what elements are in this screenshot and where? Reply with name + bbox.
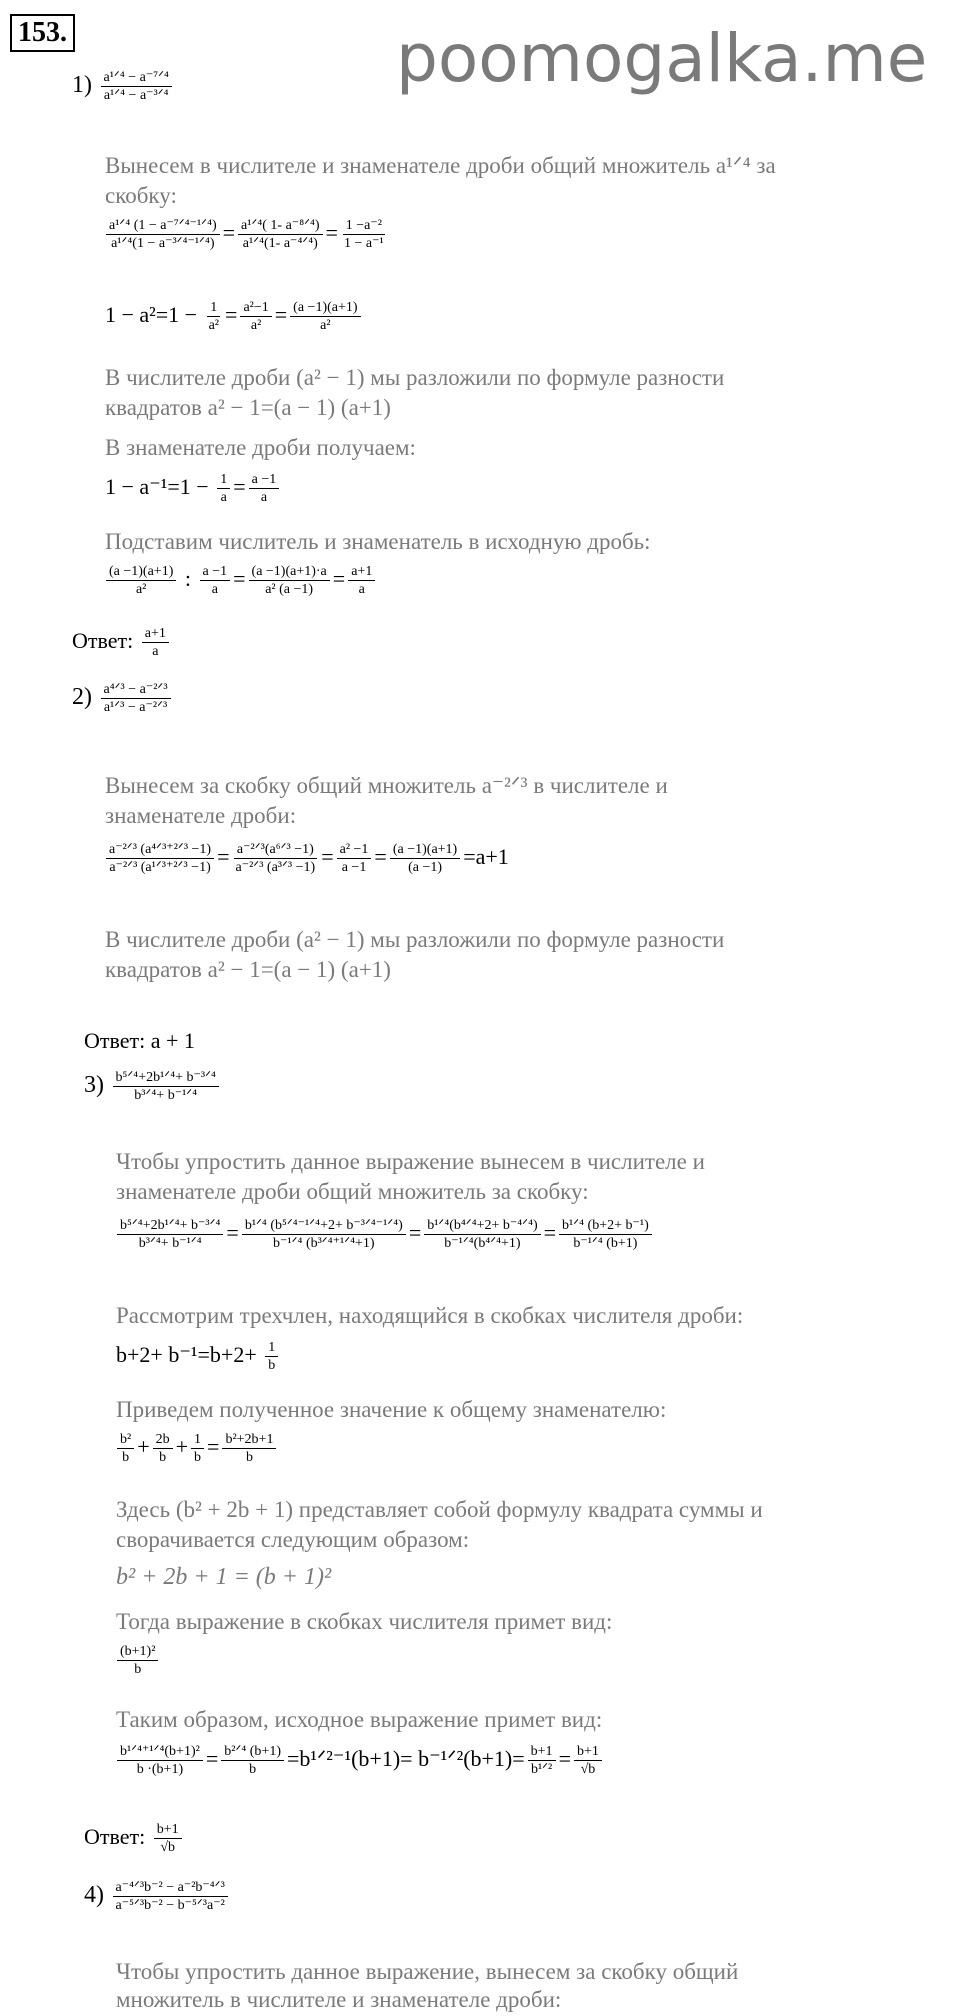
frac-num: 1 [207, 300, 220, 317]
frac-den: a¹ᐟ⁴(1- a⁻⁴ᐟ⁴) [242, 236, 318, 252]
frac-num: (a −1)(a+1) [390, 842, 460, 859]
p3-answer-frac [154, 1822, 182, 1856]
frac-num: a⁻⁴ᐟ³b⁻² − a⁻²b⁻⁴ᐟ³ [113, 1880, 228, 1897]
p1-eq-4: $\frac{(a -1)(a+1)}{\text{a²}}$ : $\frac{a -1}{a}$ = $\frac{(a -1)(a+1)\cdot a}{\text{a² (a −1)}}$ = $\frac{a+1}{a}$ [103, 564, 378, 598]
p1-eq2-text: 1 − a²=1 − [105, 301, 198, 327]
frac-den: a² [208, 318, 220, 334]
frac-num: (a −1)(a+1) [106, 564, 176, 581]
frac-den: (a −1) [408, 860, 442, 876]
frac-den: a⁻⁵ᐟ³b⁻² − b⁻⁵ᐟ³a⁻² [115, 1898, 225, 1914]
p2-text-4: квадратов a² − 1=(a − 1) (a+1) [105, 957, 391, 982]
frac-den: b⁻¹ᐟ⁴ (b+1) [573, 1236, 638, 1252]
p1-text-5: В знаменателе дроби получаем: [105, 435, 416, 460]
frac-num: a⁻²ᐟ³ (a⁴ᐟ³⁺²ᐟ³ −1) [106, 842, 214, 859]
p3-text-5: Здесь (b² + 2b + 1) представляет собой формулу квадрата суммы и [116, 1497, 763, 1522]
frac-num: b+1 [528, 1744, 556, 1761]
p3-eq1-f4 [559, 1218, 652, 1252]
frac-den: a [358, 582, 365, 598]
p3-eq-5 [114, 1644, 161, 1678]
p4-header [84, 1880, 231, 1914]
p3-text-4: Приведем полученное значение к общему знаменателю: [116, 1397, 667, 1422]
p3-eq3-f2 [153, 1432, 173, 1466]
frac-den: b³ᐟ⁴+ b⁻¹ᐟ⁴ [138, 1236, 202, 1252]
p3-eq2-text: b+2+ b⁻¹=b+2+ [116, 1341, 257, 1367]
frac-den: a⁻²ᐟ³ (a³ᐟ³ −1) [235, 860, 316, 876]
frac-num: b¹ᐟ⁴(b⁴ᐟ⁴+2+ b⁻⁴ᐟ⁴) [424, 1218, 540, 1235]
p3-text-7: Тогда выражение в скобках числителя примет вид: [116, 1609, 613, 1634]
frac-num: a⁴ᐟ³ − a⁻²ᐟ³ [101, 682, 171, 699]
frac-den: b [134, 1662, 142, 1678]
p3-eq-3: $\frac{\text{b²}}{b}$ + $\frac{2b}{b}$ + $\frac{1}{b}$ = $\frac{\text{b²+2b+1}}{b}$ [114, 1432, 279, 1466]
frac-num: 1 −a⁻² [343, 218, 385, 235]
p2-expr [101, 682, 171, 716]
p1-text-3: В числителе дроби (a² − 1) мы разложили по формуле разности [105, 365, 725, 390]
p1-eq-1: $\frac{\text{a¹ᐟ⁴ (1 − a⁻⁷ᐟ⁴⁻¹ᐟ⁴)}}{\text{a¹ᐟ⁴(1 − a⁻³ᐟ⁴⁻¹ᐟ⁴)}}$ = $\frac{\text{a¹ᐟ⁴( 1- a⁻⁸ᐟ⁴)}}{\text{a¹ᐟ⁴(1- a⁻⁴ᐟ⁴)}}$ = $\frac{\text{1 −a⁻²}}{\text{1 − a⁻¹}}$ [103, 218, 390, 252]
frac-num: b+1 [154, 1822, 182, 1839]
frac-num: a²−1 [240, 300, 271, 317]
frac-num: b²ᐟ⁴ (b+1) [221, 1744, 284, 1761]
p3-expr [113, 1070, 219, 1104]
p1-header [72, 70, 175, 104]
p1-eq3-text: 1 − a⁻¹=1 − [105, 473, 209, 499]
p1-eq1-f1 [106, 218, 220, 252]
p1-answer [72, 626, 172, 660]
frac-den: b¹ᐟ² [530, 1762, 553, 1778]
p2-eq1-f3 [337, 842, 372, 876]
p4-text-1: Чтобы упростить данное выражение, вынесем за скобку общий [116, 1959, 739, 1984]
answer-label: Ответ: [72, 627, 134, 653]
p4-text-2: множитель в числителе и знаменателе дроби: [116, 1987, 562, 2012]
p3-eq6-mid: =b¹ᐟ²⁻¹(b+1)= b⁻¹ᐟ²(b+1)= [286, 1745, 525, 1771]
p3-eq3-f1 [117, 1432, 134, 1466]
frac-den: b³ᐟ⁴+ b⁻¹ᐟ⁴ [134, 1088, 198, 1104]
p1-text-6: Подставим числитель и знаменатель в исходную дробь: [105, 529, 651, 554]
answer-label: Ответ: [84, 1823, 146, 1849]
p2-eq-1: $\frac{\text{a⁻²ᐟ³ (a⁴ᐟ³⁺²ᐟ³ −1)}}{\text{a⁻²ᐟ³ (a¹ᐟ³⁺²ᐟ³ −1)}}$ = $\frac{\text{a⁻²ᐟ³(a⁶ᐟ³ −1)}}{\text{a⁻²ᐟ³ (a³ᐟ³ −1)}}$ = $\frac{\text{a² −1}}{a -1}$ = $\frac{(a -1)(a+1)}{(a -1)}$ =a+1 [103, 842, 509, 876]
p2-eq1-f1 [106, 842, 214, 876]
p1-eq3-f2 [249, 472, 280, 506]
p2-eq1-f4 [390, 842, 460, 876]
frac-den: a −1 [341, 860, 367, 876]
p1-text-2: скобку: [105, 183, 177, 208]
problem-number: 153. [10, 14, 75, 52]
p1-eq3-f1 [217, 472, 230, 506]
frac-den: a [211, 582, 218, 598]
frac-den: b [194, 1450, 202, 1466]
p3-text-2: знаменателе дроби общий множитель за скобку: [116, 1179, 589, 1204]
p2-label: 2) [72, 683, 92, 710]
p3-answer [84, 1822, 185, 1856]
p2-text-1: Вынесем за скобку общий множитель a⁻²ᐟ³ в числителе и [105, 773, 668, 798]
p3-eq3-f4 [222, 1432, 276, 1466]
p3-eq1-f2 [242, 1218, 406, 1252]
p4-label: 4) [84, 1881, 104, 1908]
p3-eq-2 [116, 1340, 281, 1374]
frac-den: b [122, 1450, 130, 1466]
p1-eq1-f2 [238, 218, 323, 252]
p3-eq3-f3 [191, 1432, 204, 1466]
frac-num: b⁵ᐟ⁴+2b¹ᐟ⁴+ b⁻³ᐟ⁴ [117, 1218, 223, 1235]
frac-den: a² [135, 582, 147, 598]
p1-text-4: квадратов a² − 1=(a − 1) (a+1) [105, 395, 391, 420]
frac-den: a [152, 644, 159, 660]
p2-header [72, 682, 174, 716]
p1-label: 1) [72, 71, 92, 98]
frac-num: b+1 [574, 1744, 602, 1761]
frac-num: (a −1)(a+1)·a [249, 564, 330, 581]
p2-eq1-f2 [233, 842, 319, 876]
p3-eq2-f1 [265, 1340, 278, 1374]
frac-num: b¹ᐟ⁴ (b+2+ b⁻¹) [559, 1218, 652, 1235]
p3-eq-6: $\frac{\text{b¹ᐟ⁴⁺¹ᐟ⁴(b+1)²}}{b \cdot(b+1)}$ = $\frac{\text{b²ᐟ⁴ (b+1)}}{b}$ =b¹ᐟ²⁻¹(b+1)= b⁻¹ᐟ²(b+1)= $\frac{b+1}{\text{b¹ᐟ²}}$ = $\frac{b+1}{√b}$ [114, 1744, 605, 1778]
p3-eq5-f1 [117, 1644, 158, 1678]
frac-num: a¹ᐟ⁴( 1- a⁻⁸ᐟ⁴) [238, 218, 323, 235]
frac-den: a [260, 490, 268, 506]
p1-eq4-f3 [249, 564, 330, 598]
frac-den: 1 − a⁻¹ [343, 236, 384, 252]
frac-den: a² [250, 318, 262, 334]
p3-eq1-f3 [424, 1218, 540, 1252]
frac-num: b¹ᐟ⁴⁺¹ᐟ⁴(b+1)² [117, 1744, 203, 1761]
p1-eq2-f3 [290, 300, 360, 334]
p1-eq-3: 1 − a⁻¹=1 − $\frac{1}{a}$ = $\frac{a -1}{a}$ [105, 472, 282, 506]
p4-expr [113, 1880, 228, 1914]
frac-den: b [268, 1358, 276, 1374]
frac-num: a −1 [249, 472, 280, 489]
p1-eq4-f4 [348, 564, 375, 598]
p1-eq2-f2 [240, 300, 271, 334]
p1-text-1: Вынесем в числителе и знаменателе дроби общий множитель a¹ᐟ⁴ за [105, 153, 776, 178]
frac-num: b⁵ᐟ⁴+2b¹ᐟ⁴+ b⁻³ᐟ⁴ [113, 1070, 219, 1087]
frac-den: a [220, 490, 227, 506]
frac-den: √b [580, 1762, 596, 1778]
p3-eq-1: $\frac{\text{b⁵ᐟ⁴+2b¹ᐟ⁴+ b⁻³ᐟ⁴}}{\text{b³ᐟ⁴+ b⁻¹ᐟ⁴}}$ = $\frac{\text{b¹ᐟ⁴ (b⁵ᐟ⁴⁻¹ᐟ⁴+2+ b⁻³ᐟ⁴⁻¹ᐟ⁴)}}{\text{b⁻¹ᐟ⁴ (b³ᐟ⁴⁺¹ᐟ⁴+1)}}$ = $\frac{\text{b¹ᐟ⁴(b⁴ᐟ⁴+2+ b⁻⁴ᐟ⁴)}}{\text{b⁻¹ᐟ⁴(b⁴ᐟ⁴+1)}}$ = $\frac{\text{b¹ᐟ⁴ (b+2+ b⁻¹)}}{\text{b⁻¹ᐟ⁴ (b+1)}}$ [114, 1218, 655, 1252]
frac-num: b¹ᐟ⁴ (b⁵ᐟ⁴⁻¹ᐟ⁴+2+ b⁻³ᐟ⁴⁻¹ᐟ⁴) [242, 1218, 406, 1235]
frac-den: a² (a −1) [265, 582, 314, 598]
p2-text-2: знаменателе дроби: [105, 803, 297, 828]
frac-num: b²+2b+1 [222, 1432, 276, 1449]
frac-num: a −1 [200, 564, 231, 581]
p3-header [84, 1070, 222, 1104]
p1-expr-den: a¹ᐟ⁴ − a⁻³ᐟ⁴ [103, 88, 169, 104]
frac-den: a⁻²ᐟ³ (a¹ᐟ³⁺²ᐟ³ −1) [109, 860, 211, 876]
frac-num: a² −1 [337, 842, 372, 859]
p3-eq6-f3 [528, 1744, 556, 1778]
frac-den: b⁻¹ᐟ⁴ (b³ᐟ⁴⁺¹ᐟ⁴+1) [273, 1236, 375, 1252]
frac-num: b² [117, 1432, 134, 1449]
frac-den: b [159, 1450, 167, 1466]
frac-num: a¹ᐟ⁴ (1 − a⁻⁷ᐟ⁴⁻¹ᐟ⁴) [106, 218, 220, 235]
p3-text-6: сворачивается следующим образом: [116, 1527, 470, 1552]
p1-expr [101, 70, 172, 104]
frac-den: b ·(b+1) [136, 1762, 184, 1778]
p3-eq-4: b² + 2b + 1 = (b + 1)² [116, 1564, 332, 1590]
frac-den: b⁻¹ᐟ⁴(b⁴ᐟ⁴+1) [444, 1236, 521, 1252]
p3-eq6-f4 [574, 1744, 602, 1778]
frac-num: 1 [265, 1340, 278, 1357]
frac-den: √b [160, 1840, 176, 1856]
frac-den: a¹ᐟ⁴(1 − a⁻³ᐟ⁴⁻¹ᐟ⁴) [111, 236, 215, 252]
frac-num: 1 [217, 472, 230, 489]
p2-text-3: В числителе дроби (a² − 1) мы разложили по формуле разности [105, 927, 725, 952]
frac-den: b [249, 1762, 257, 1778]
p1-eq-2: 1 − a²=1 − $\frac{1}{\text{a²}}$ = $\frac{\text{a²−1}}{\text{a²}}$ = $\frac{(a -1)(a+1)}{\text{a²}}$ [105, 300, 364, 334]
frac-den: a² [320, 318, 331, 334]
p1-eq4-f1 [106, 564, 176, 598]
p3-eq1-f1 [117, 1218, 223, 1252]
p3-eq6-f2 [221, 1744, 284, 1778]
p1-answer-frac [142, 626, 169, 660]
p1-expr-num: a¹ᐟ⁴ − a⁻⁷ᐟ⁴ [101, 70, 172, 87]
p3-label: 3) [84, 1071, 104, 1098]
p3-text-8: Таким образом, исходное выражение примет вид: [116, 1707, 603, 1732]
frac-den: b [245, 1450, 253, 1466]
frac-num: a⁻²ᐟ³(a⁶ᐟ³ −1) [234, 842, 317, 859]
frac-num: 2b [153, 1432, 173, 1449]
p1-eq2-f1 [206, 300, 222, 334]
p1-eq1-f3 [341, 218, 387, 252]
frac-den: a¹ᐟ³ − a⁻²ᐟ³ [103, 700, 168, 716]
frac-num: (b+1)² [117, 1644, 158, 1661]
watermark: poomogalka.me [396, 20, 928, 97]
p2-eq1-result: =a+1 [463, 843, 509, 869]
frac-num: (a −1)(a+1) [290, 300, 360, 317]
frac-num: a+1 [142, 626, 169, 643]
p2-answer: Ответ: a + 1 [84, 1028, 195, 1053]
frac-num: 1 [191, 1432, 204, 1449]
p1-eq4-f2 [200, 564, 231, 598]
p3-text-1: Чтобы упростить данное выражение вынесем в числителе и [116, 1149, 705, 1174]
frac-num: a+1 [348, 564, 375, 581]
p3-eq6-f1 [117, 1744, 203, 1778]
p3-text-3: Рассмотрим трехчлен, находящийся в скобках числителя дроби: [116, 1303, 744, 1328]
